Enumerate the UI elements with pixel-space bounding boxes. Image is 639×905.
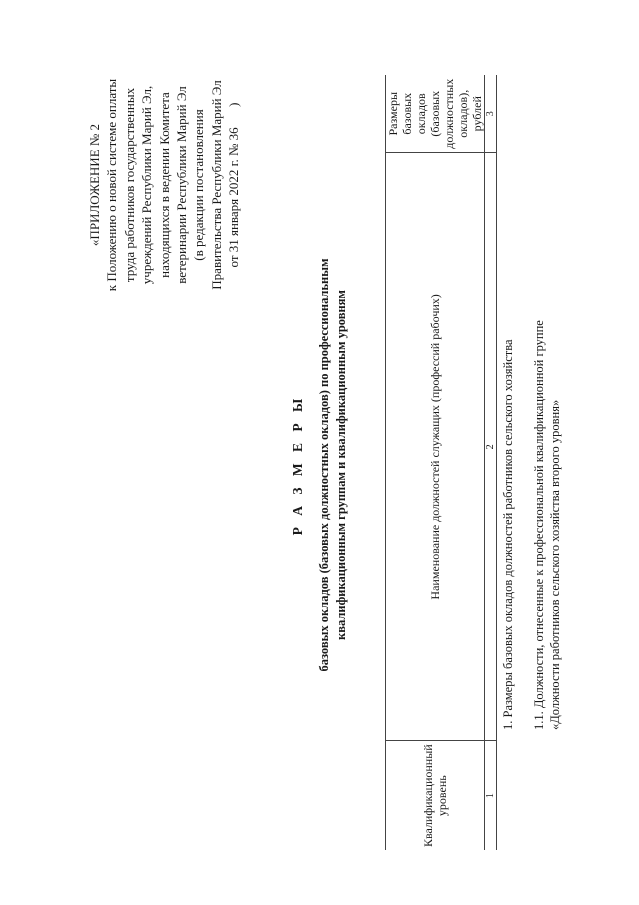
appendix-line: учреждений Республики Марий Эл,	[139, 85, 155, 285]
table-header-row	[386, 75, 485, 850]
subtitle-line: базовых окладов (базовых должностных окладов) по профессиональным	[317, 258, 331, 672]
column-number: 3	[485, 75, 497, 153]
appendix-line: Правительства Республики Марий Эл	[208, 80, 224, 290]
appendix-line: труда работников государственных	[121, 87, 137, 283]
appendix-line: находящихся в ведении Комитета	[156, 92, 172, 278]
appendix-line: к Положению о новой системе оплаты	[104, 78, 120, 292]
table-row	[485, 75, 497, 850]
appendix-date-line	[225, 40, 242, 330]
date-closing: )	[226, 102, 242, 107]
subtitle-line: квалификационным группам и квалификационным уровням	[334, 290, 348, 640]
sections	[500, 30, 564, 730]
appendix-line: (в редакции постановления	[191, 109, 207, 261]
section-1-1-line: 1.1. Должности, отнесенные к профессиональной квалификационной группе	[531, 320, 546, 730]
salary-table	[385, 75, 497, 850]
column-number: 1	[485, 741, 497, 850]
header-qualification-level: Квалификационный уровень	[386, 741, 485, 850]
appendix-line: «ПРИЛОЖЕНИЕ № 2	[87, 123, 102, 247]
header-base-salary: Размеры базовых окладов (базовых должностных окладов), рублей	[386, 75, 485, 153]
section-1-1-heading	[531, 30, 564, 730]
title-main: Р А З М Е Р Ы	[290, 394, 305, 536]
date-prefix: от	[226, 255, 242, 268]
date-month-year: января 2022 г. №	[226, 143, 242, 236]
document-title	[290, 85, 350, 845]
header-position-name: Наименование должностей служащих (профессий рабочих)	[386, 153, 485, 741]
title-subtitle	[316, 85, 350, 845]
resolution-number: 36	[226, 127, 242, 141]
section-1-heading: 1. Размеры базовых окладов должностей работников сельского хозяйства	[501, 339, 515, 730]
appendix-header	[86, 40, 243, 330]
appendix-line: ветеринарии Республики Марий Эл	[174, 86, 190, 284]
column-number: 2	[485, 153, 497, 741]
section-1-1-line: «Должности работников сельского хозяйства второго уровня»	[548, 399, 562, 730]
date-day: 31	[226, 239, 242, 253]
